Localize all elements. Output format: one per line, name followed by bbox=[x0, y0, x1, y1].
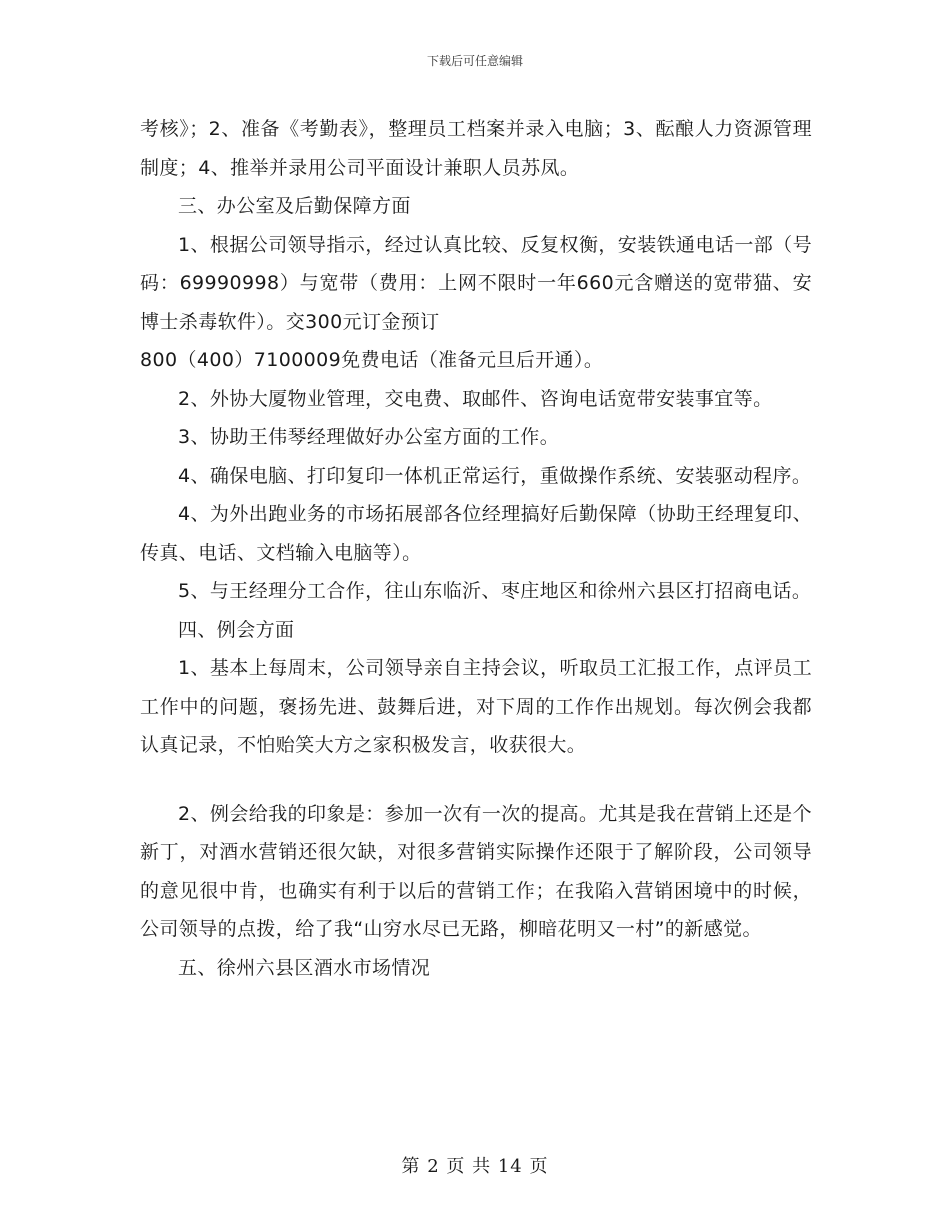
paragraph: 3、协助王伟琴经理做好办公室方面的工作。 bbox=[178, 426, 560, 448]
paragraph: 4、为外出跑业务的市场拓展部各位经理搞好后勤保障（协助王经理复印、传真、电话、文档输入电脑等）。 bbox=[140, 503, 812, 564]
paragraph-spacer bbox=[140, 765, 812, 795]
section-heading: 五、徐州六县区酒水市场情况 bbox=[178, 956, 431, 979]
paragraph: 2、例会给我的印象是：参加一次有一次的提高。尤其是我在营销上还是个新丁，对酒水营销还很欠缺，对很多营销实际操作还限于了解阶段，公司领导的意见很中肯，也确实有利于以后的营销工作；在我陷入营销困境中的时候，公司领导的点拨，给了我“山穷水尽已无路，柳暗花明又一村”的新感觉。 bbox=[140, 802, 812, 940]
section-heading: 四、例会方面 bbox=[178, 618, 295, 641]
paragraph: 1、根据公司领导指示，经过认真比较、反复权衡，安装铁通电话一部（号码：69990998）与宽带（费用：上网不限时一年660元含赠送的宽带猫、安博士杀毒软件）。交300元订金预订 bbox=[140, 233, 812, 333]
page-footer: 第 2 页 共 14 页 bbox=[401, 1156, 549, 1177]
paragraph: 4、确保电脑、打印复印一体机正常运行，重做操作系统、安装驱动程序。 bbox=[178, 464, 812, 487]
document-body bbox=[140, 110, 812, 987]
paragraph: 1、基本上每周末，公司领导亲自主持会议，听取员工汇报工作，点评员工工作中的问题，褒扬先进、鼓舞后进，对下周的工作作出规划。每次例会我都认真记录，不怕贻笑大方之家积极发言，收获很大。 bbox=[140, 657, 812, 756]
page-header: 下载后可任意编辑 bbox=[426, 54, 523, 68]
paragraph: 2、外协大厦物业管理，交电费、取邮件、咨询电话宽带安装事宜等。 bbox=[178, 387, 773, 410]
paragraph: 800（400）7100009免费电话（准备元旦后开通）。 bbox=[140, 349, 604, 371]
paragraph: 5、与王经理分工合作，往山东临沂、枣庄地区和徐州六县区打招商电话。 bbox=[178, 580, 812, 602]
section-heading: 三、办公室及后勤保障方面 bbox=[178, 195, 411, 217]
paragraph: 考核》；2、准备《考勤表》，整理员工档案并录入电脑；3、酝酿人力资源管理制度；4、推举并录用公司平面设计兼职人员苏凤。 bbox=[140, 118, 812, 179]
